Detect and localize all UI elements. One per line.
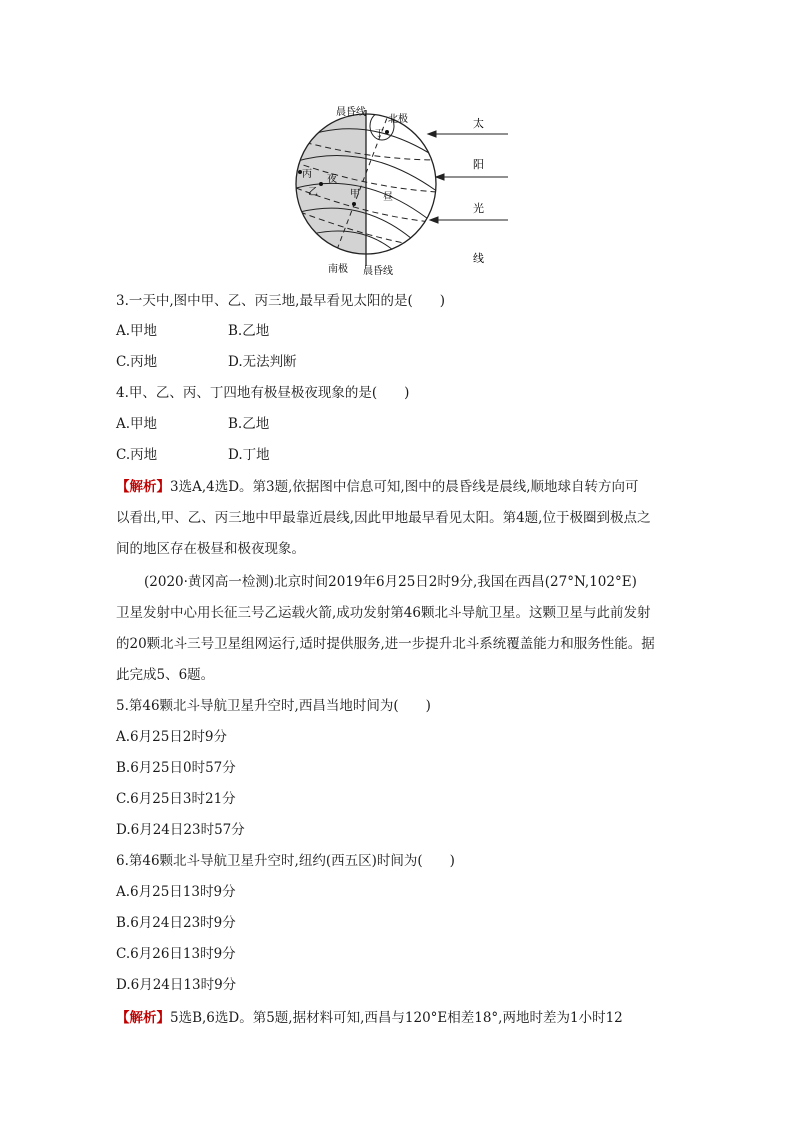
analysis-tag: 【解析】 bbox=[116, 1010, 170, 1026]
material-line: (2020·黄冈高一检测)北京时间2019年6月25日2时9分,我国在西昌(27°N,102°E) bbox=[144, 574, 637, 590]
option-c[interactable]: C.6月25日3时21分 bbox=[116, 791, 236, 807]
label-bing: 丙 bbox=[302, 169, 312, 180]
analysis-1-line: 【解析】3选A,4选D。第3题,依据图中信息可知,图中的晨昏线是晨线,顺地球自转方向可 bbox=[116, 479, 639, 495]
label-north-pole: 北极 bbox=[388, 114, 408, 125]
option-b[interactable]: B.乙地 bbox=[228, 416, 270, 432]
label-jia: 甲 bbox=[350, 189, 360, 200]
option-b[interactable]: B.乙地 bbox=[228, 323, 270, 339]
question-3-options-row1 bbox=[116, 322, 269, 340]
point-yi bbox=[319, 182, 323, 186]
label-day: 昼 bbox=[383, 192, 393, 203]
label-yi: 乙 bbox=[308, 187, 318, 198]
analysis-2-line: 【解析】5选B,6选D。第5题,据材料可知,西昌与120°E相差18°,两地时差为1小时12 bbox=[116, 1010, 623, 1026]
sunlight-label-char: 线 bbox=[473, 252, 484, 265]
option-c[interactable]: C.丙地 bbox=[116, 447, 158, 463]
analysis-1-line: 以看出,甲、乙、丙三地中甲最靠近晨线,因此甲地最早看见太阳。第4题,位于极圈到极点之 bbox=[116, 510, 651, 526]
sunlight-label-char: 光 bbox=[473, 202, 484, 215]
sunlight-label-char: 太 bbox=[473, 117, 484, 130]
analysis-tag: 【解析】 bbox=[116, 479, 170, 495]
label-night: 夜 bbox=[327, 174, 337, 185]
material-line: 的20颗北斗三号卫星组网运行,适时提供服务,进一步提升北斗系统覆盖能力和服务性能。据 bbox=[116, 636, 655, 652]
option-d[interactable]: D.6月24日23时57分 bbox=[116, 822, 245, 838]
option-c[interactable]: C.丙地 bbox=[116, 354, 158, 370]
sunray-arrow bbox=[436, 174, 444, 180]
option-a[interactable]: A.甲地 bbox=[116, 323, 158, 339]
question-3-options-row2 bbox=[116, 353, 297, 371]
label-bottom-terminator: 晨昏线 bbox=[363, 266, 393, 277]
earth-illumination-diagram bbox=[270, 100, 530, 280]
option-c[interactable]: C.6月26日13时9分 bbox=[116, 946, 236, 962]
option-d[interactable]: D.6月24日13时9分 bbox=[116, 977, 237, 993]
sunray-arrow bbox=[428, 131, 436, 137]
option-d[interactable]: D.丁地 bbox=[228, 447, 270, 463]
question-4-options-row2 bbox=[116, 446, 270, 464]
label-ding: 丁 bbox=[375, 129, 385, 139]
sunray-arrow bbox=[430, 217, 438, 223]
option-a[interactable]: A.甲地 bbox=[116, 416, 158, 432]
point-ding bbox=[385, 130, 389, 134]
question-5-stem: 5.第46颗北斗导航卫星升空时,西昌当地时间为( ) bbox=[116, 698, 431, 714]
question-6-stem: 6.第46颗北斗导航卫星升空时,纽约(西五区)时间为( ) bbox=[116, 853, 455, 869]
option-d[interactable]: D.无法判断 bbox=[228, 354, 297, 370]
label-south-pole: 南极 bbox=[328, 264, 348, 275]
point-jia bbox=[352, 202, 356, 206]
sunlight-label-char: 阳 bbox=[473, 158, 484, 171]
material-line: 卫星发射中心用长征三号乙运载火箭,成功发射第46颗北斗导航卫星。这颗卫星与此前发射 bbox=[116, 605, 651, 621]
question-4-options-row1 bbox=[116, 415, 269, 433]
label-top-terminator: 晨昏线 bbox=[336, 107, 366, 118]
option-a[interactable]: A.6月25日2时9分 bbox=[116, 729, 227, 745]
material-line: 此完成5、6题。 bbox=[116, 667, 215, 683]
analysis-1-line: 间的地区存在极昼和极夜现象。 bbox=[116, 541, 305, 557]
option-a[interactable]: A.6月25日13时9分 bbox=[116, 884, 236, 900]
question-3-stem: 3.一天中,图中甲、乙、丙三地,最早看见太阳的是( ) bbox=[116, 293, 445, 309]
option-b[interactable]: B.6月24日23时9分 bbox=[116, 915, 236, 931]
option-b[interactable]: B.6月25日0时57分 bbox=[116, 760, 236, 776]
question-4-stem: 4.甲、乙、丙、丁四地有极昼极夜现象的是( ) bbox=[116, 385, 410, 401]
